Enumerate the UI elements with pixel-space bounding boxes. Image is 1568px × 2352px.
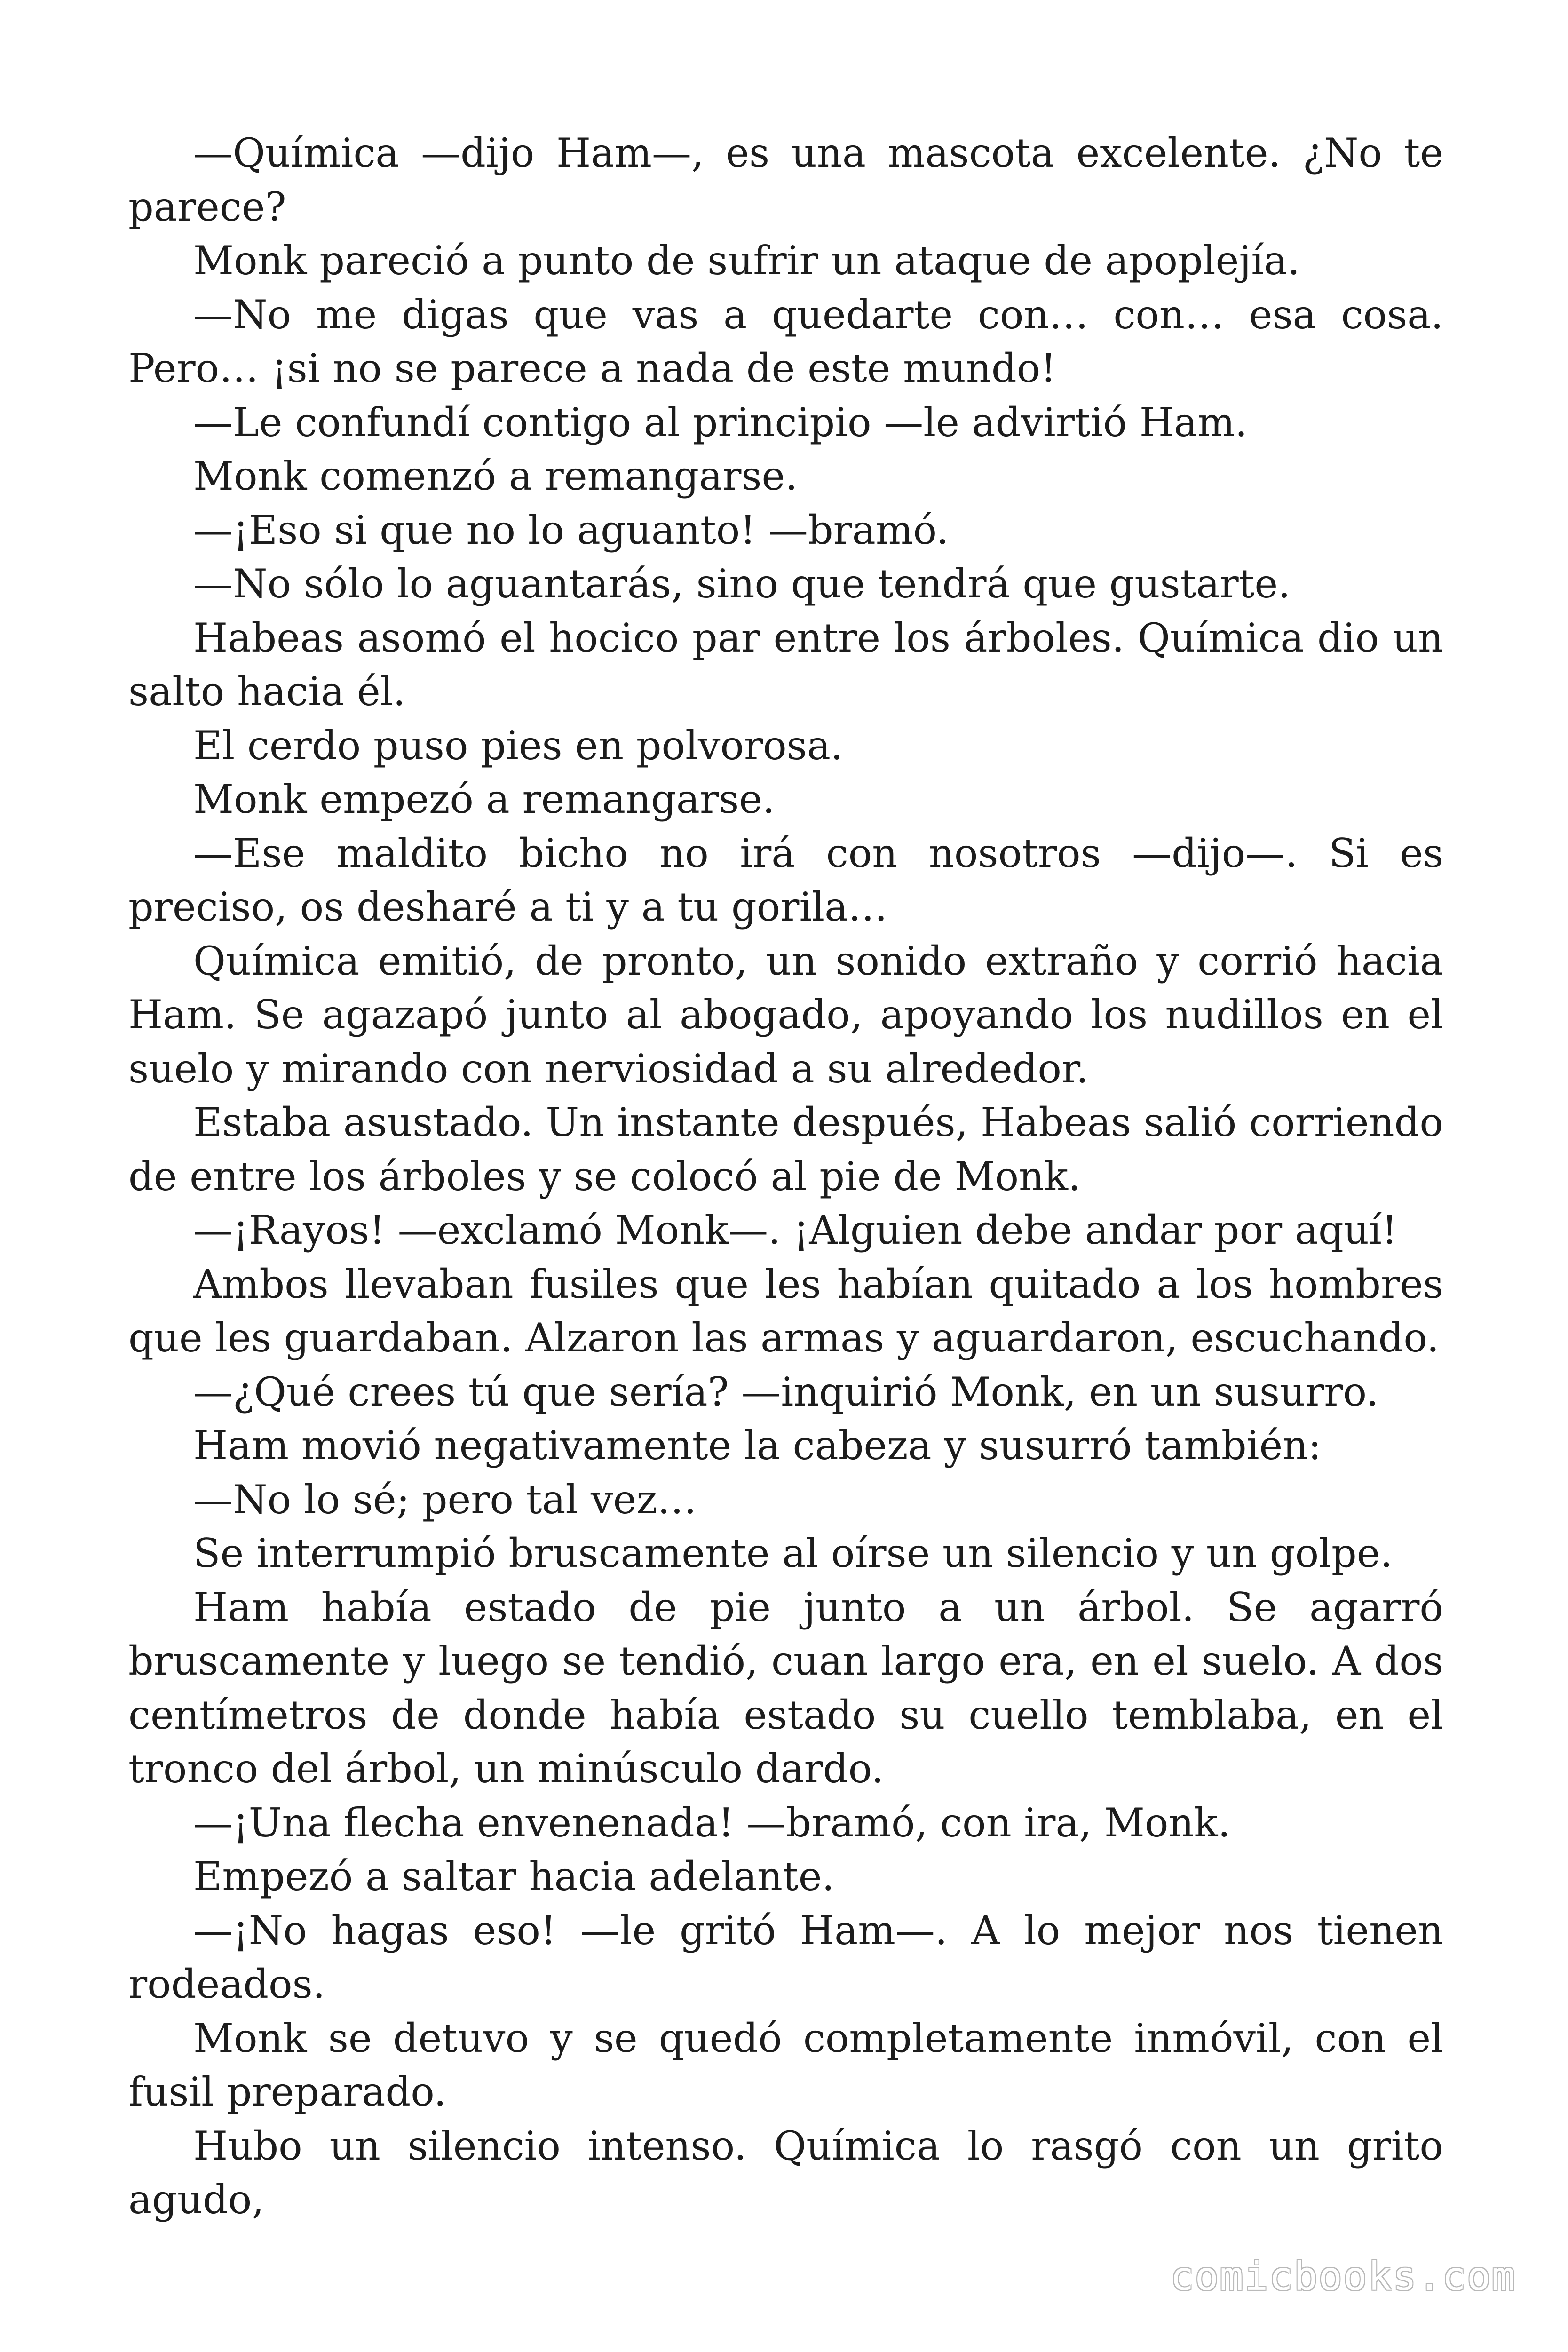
book-page-text	[128, 126, 1443, 2227]
paragraph: —¡Una flecha envenenada! —bramó, con ira, Monk.	[193, 1799, 1231, 1846]
paragraph: Se interrumpió bruscamente al oírse un silencio y un golpe.	[193, 1530, 1393, 1576]
paragraph: Hubo un silencio intenso. Química lo rasgó con un grito agudo,	[128, 2122, 1443, 2223]
paragraph: —¡Eso si que no lo aguanto! —bramó.	[193, 507, 949, 553]
paragraph: Estaba asustado. Un instante después, Habeas salió corriendo de entre los árboles y se colocó al pie de Monk.	[128, 1099, 1443, 1200]
paragraph: —No lo sé; pero tal vez…	[193, 1476, 697, 1523]
paragraph: —Ese maldito bicho no irá con nosotros —dijo—. Si es preciso, os desharé a ti y a tu gorila…	[128, 830, 1443, 930]
paragraph: —Química —dijo Ham—, es una mascota excelente. ¿No te parece?	[128, 130, 1443, 230]
paragraph: El cerdo puso pies en polvorosa.	[193, 722, 843, 769]
paragraph: Habeas asomó el hocico par entre los árboles. Química dio un salto hacia él.	[128, 614, 1443, 715]
paragraph: Química emitió, de pronto, un sonido extraño y corrió hacia Ham. Se agazapó junto al abogado, apoyando los nudillos en el suelo y mirando con nerviosidad a su alrededor.	[128, 938, 1443, 1092]
paragraph: —Le confundí contigo al principio —le advirtió Ham.	[193, 399, 1248, 445]
paragraph: Ham movió negativamente la cabeza y susurró también:	[193, 1422, 1322, 1469]
paragraph: Empezó a saltar hacia adelante.	[193, 1853, 835, 1899]
paragraph: —¿Qué crees tú que sería? —inquirió Monk, en un susurro.	[193, 1368, 1379, 1415]
paragraph: Monk se detuvo y se quedó completamente inmóvil, con el fusil preparado.	[128, 2015, 1443, 2115]
paragraph: Ham había estado de pie junto a un árbol. Se agarró bruscamente y luego se tendió, cuan largo era, en el suelo. A dos centímetros de donde había estado su cuello temblaba, en el tronco del árbol, un minúsculo dardo.	[128, 1584, 1443, 1792]
paragraph: —No me digas que vas a quedarte con… con… esa cosa. Pero… ¡si no se parece a nada de este mundo!	[128, 291, 1443, 391]
paragraph: Monk pareció a punto de sufrir un ataque de apoplejía.	[193, 238, 1300, 284]
paragraph: —No sólo lo aguantarás, sino que tendrá que gustarte.	[193, 561, 1291, 607]
paragraph: Ambos llevaban fusiles que les habían quitado a los hombres que les guardaban. Alzaron las armas y aguardaron, escuchando.	[128, 1261, 1443, 1361]
paragraph: —¡Rayos! —exclamó Monk—. ¡Alguien debe andar por aquí!	[193, 1207, 1398, 1253]
paragraph: Monk empezó a remangarse.	[193, 776, 775, 822]
paragraph: Monk comenzó a remangarse.	[193, 453, 798, 499]
paragraph: —¡No hagas eso! —le gritó Ham—. A lo mejor nos tienen rodeados.	[128, 1907, 1443, 2007]
watermark-logo: comicbooks.com	[1170, 2253, 1516, 2299]
